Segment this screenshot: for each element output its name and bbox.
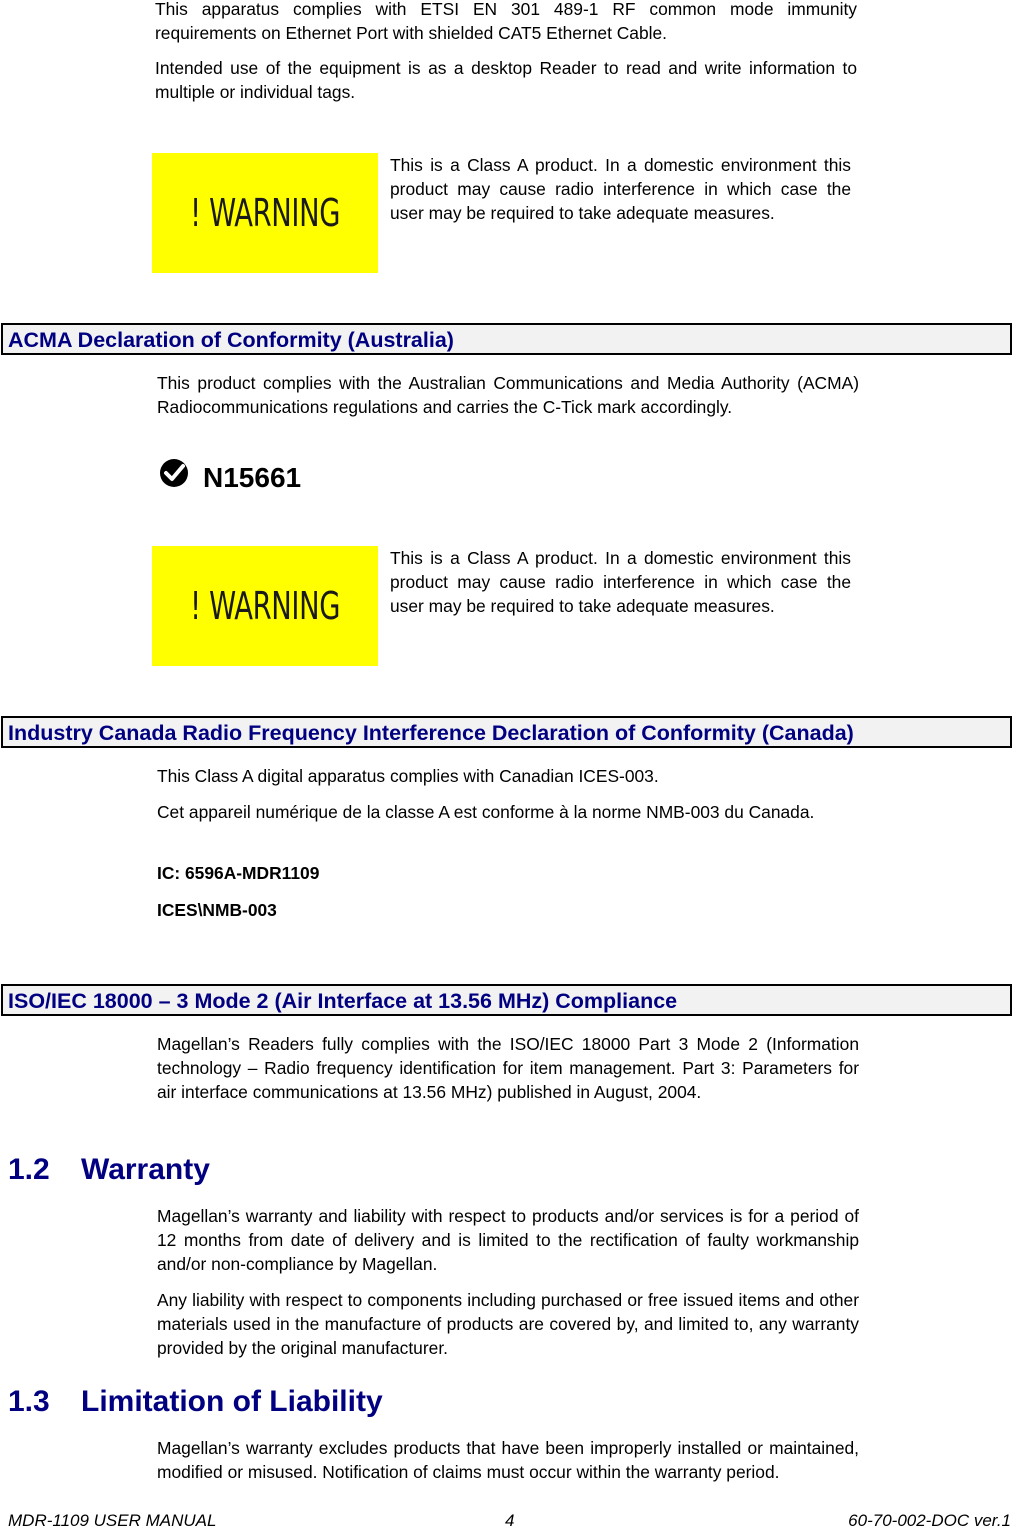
section-heading-text: ISO/IEC 18000 – 3 Mode 2 (Air Interface at 13.56 MHz) Compliance: [8, 989, 678, 1013]
section-number: 1.3: [8, 1385, 50, 1418]
warning-label: ! WARNING: [190, 584, 340, 628]
warning-badge: [152, 153, 378, 273]
footer-doc-number: 60-70-002-DOC ver.1: [848, 1511, 1011, 1530]
canada-ic-number: IC: 6596A-MDR1109: [157, 863, 320, 883]
canada-paragraph-2: Cet appareil numérique de la classe A est conforme à la norme NMB-003 du Canada.: [157, 802, 815, 822]
ctick-mark-icon: [159, 458, 189, 488]
warning-text: This is a Class A product. In a domestic environment this product may cause radio interference in which case the user may be required to take adequate measures.: [390, 548, 851, 616]
section-title: Limitation of Liability: [81, 1385, 383, 1418]
intro-paragraph-1: This apparatus complies with ETSI EN 301 489-1 RF common mode immunity requirements on Ethernet Port with shielded CAT5 Ethernet Cable.: [155, 0, 857, 43]
canada-paragraph-1: This Class A digital apparatus complies with Canadian ICES-003.: [157, 766, 659, 786]
footer-manual-title: MDR-1109 USER MANUAL: [8, 1511, 217, 1530]
liability-paragraph: Magellan’s warranty excludes products that have been improperly installed or maintained, modified or misused. Notification of claims must occur within the warranty period.: [157, 1438, 859, 1482]
warning-text: This is a Class A product. In a domestic environment this product may cause radio interference in which case the user may be required to take adequate measures.: [390, 155, 851, 223]
warning-label: ! WARNING: [190, 191, 340, 235]
warranty-paragraph-2: Any liability with respect to components including purchased or free issued items and other materials used in the manufacture of products are covered by, and limited to, any warranty provided by the original manufacturer.: [157, 1290, 859, 1358]
section-heading-liability: [8, 1385, 383, 1419]
section-heading-text: ACMA Declaration of Conformity (Australia): [8, 328, 454, 352]
canada-ices-number: ICES\NMB-003: [157, 900, 277, 920]
iso-paragraph: Magellan’s Readers fully complies with the ISO/IEC 18000 Part 3 Mode 2 (Information technology – Radio frequency identification for item management. Part 3: Parameters for air interface communications at 13.56 MHz) published in August, 2004.: [157, 1034, 859, 1102]
section-title: Warranty: [81, 1153, 210, 1186]
acma-paragraph: This product complies with the Australian Communications and Media Authority (ACMA) Radiocommunications regulations and carries the C-Tick mark accordingly.: [157, 373, 859, 417]
footer-page-number: 4: [505, 1511, 515, 1530]
warning-badge: [152, 546, 378, 666]
ctick-code: N15661: [203, 462, 302, 493]
section-heading-acma: [1, 323, 1012, 355]
section-number: 1.2: [8, 1153, 50, 1186]
intro-paragraph-2: Intended use of the equipment is as a desktop Reader to read and write information to multiple or individual tags.: [155, 58, 857, 102]
section-heading-warranty: [8, 1153, 210, 1187]
section-heading-iso: [1, 984, 1012, 1016]
section-heading-canada: [1, 716, 1012, 748]
section-heading-text: Industry Canada Radio Frequency Interference Declaration of Conformity (Canada): [8, 721, 854, 745]
warranty-paragraph-1: Magellan’s warranty and liability with respect to products and/or services is for a period of 12 months from date of delivery and is limited to the rectification of faulty workmanship and/or non-compliance by Magellan.: [157, 1206, 859, 1274]
